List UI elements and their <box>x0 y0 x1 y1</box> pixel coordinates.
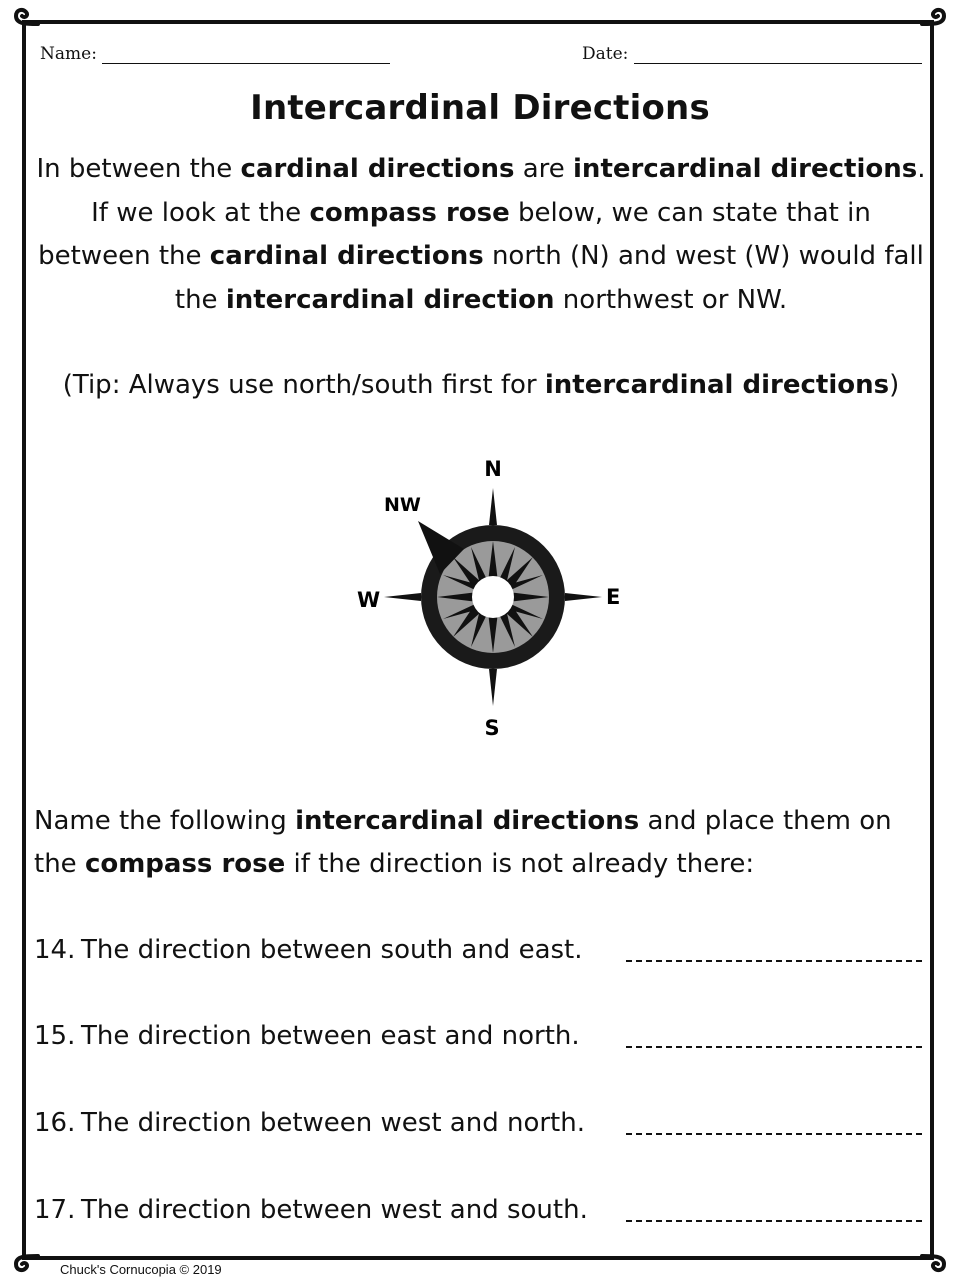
question-text: The direction between west and south. <box>81 1195 588 1225</box>
corner-curl-bottom-left <box>8 1242 42 1276</box>
answer-blank-14[interactable] <box>626 960 922 962</box>
question-16 <box>34 1103 924 1143</box>
date-line <box>582 44 922 64</box>
compass-label-n: N <box>484 457 502 481</box>
question-text: The direction between east and north. <box>81 1021 580 1051</box>
compass-label-w: W <box>357 588 381 612</box>
name-line <box>40 44 390 64</box>
corner-curl-top-left <box>8 4 42 38</box>
question-text: The direction between south and east. <box>81 935 583 965</box>
question-number: 17. <box>34 1195 76 1225</box>
footer-copyright: Chuck's Cornucopia © 2019 <box>60 1262 222 1277</box>
intro-paragraph: In between the cardinal directions are intercardinal directions. If we look at the compass rose below, we can state that in between the cardinal directions north (N) and west (W) would fall the intercardinal direction northwest or NW. <box>36 154 926 315</box>
question-number: 14. <box>34 935 76 965</box>
question-15 <box>34 1016 924 1056</box>
answer-blank-15[interactable] <box>626 1046 922 1048</box>
page-title: Intercardinal Directions <box>250 88 710 128</box>
compass-label-nw: NW <box>384 494 421 516</box>
instructions-text: Name the following intercardinal directions and place them on the compass rose if the direction is not already there: <box>34 806 892 879</box>
tip-text: (Tip: Always use north/south first for intercardinal directions) <box>62 370 900 400</box>
answer-blank-17[interactable] <box>626 1220 922 1222</box>
corner-curl-top-right <box>918 4 952 38</box>
compass-label-s: S <box>484 716 500 740</box>
date-blank[interactable] <box>634 49 922 64</box>
question-number: 16. <box>34 1108 76 1138</box>
question-17 <box>34 1190 924 1230</box>
answer-blank-16[interactable] <box>626 1133 922 1135</box>
corner-curl-bottom-right <box>918 1242 952 1276</box>
name-label: Name: <box>40 44 97 64</box>
question-number: 15. <box>34 1021 76 1051</box>
compass-label-e: E <box>606 585 621 609</box>
name-blank[interactable] <box>102 49 390 64</box>
date-label: Date: <box>582 44 629 64</box>
question-text: The direction between west and north. <box>81 1108 585 1138</box>
question-14 <box>34 930 924 970</box>
compass-rose <box>340 450 650 745</box>
